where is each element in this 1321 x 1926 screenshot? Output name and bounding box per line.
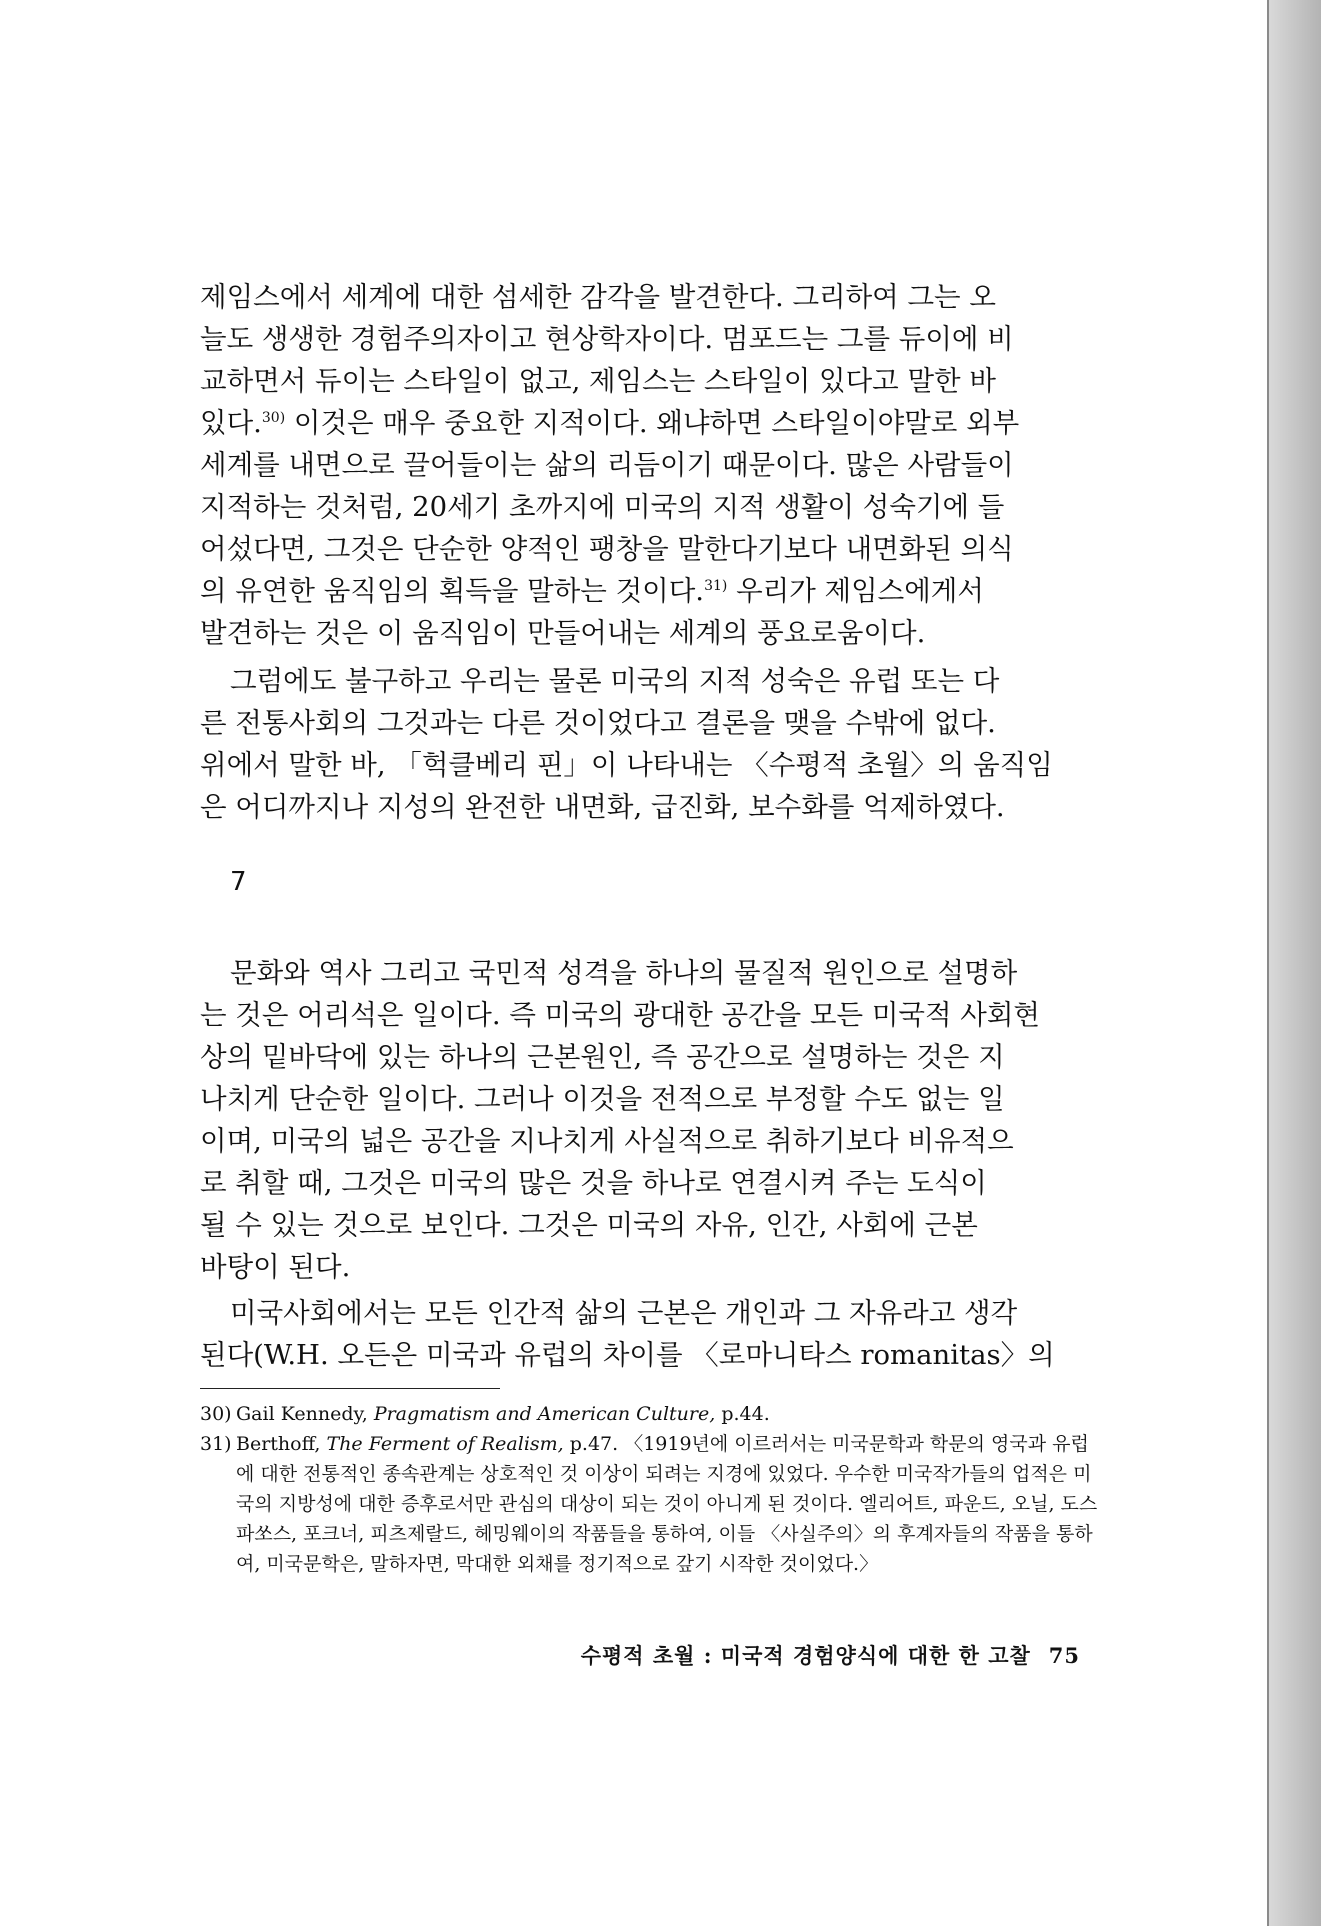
footnote-author: Berthoff,	[236, 1433, 321, 1455]
footnote-number: 30)	[200, 1403, 232, 1425]
section-number: 7	[230, 867, 247, 897]
paragraph-4	[200, 1292, 1104, 1376]
footnote-ref-31: 31)	[704, 577, 728, 594]
footnote-title: Pragmatism and American Culture,	[373, 1403, 716, 1425]
text-line: 위에서 말한 바, 「헉클베리 핀」이 나타내는 〈수평적 초월〉의 움직임	[200, 749, 1053, 781]
text-line: 발견하는 것은 이 움직임이 만들어내는 세계의 풍요로움이다.	[200, 617, 926, 649]
text-line: 그럼에도 불구하고 우리는 물론 미국의 지적 성숙은 유럽 또는 다	[230, 665, 1000, 697]
footnote-30	[200, 1399, 1104, 1429]
text-line: 어섰다면, 그것은 단순한 양적인 팽창을 말한다기보다 내면화된 의식	[200, 533, 1014, 565]
page-number: 75	[1048, 1643, 1080, 1668]
text-line: 지적하는 것처럼, 20세기 초까지에 미국의 지적 생활이 성숙기에 들	[200, 491, 1005, 523]
footnote-title: The Ferment of Realism,	[326, 1433, 564, 1455]
text-line: 나치게 단순한 일이다. 그러나 이것을 전적으로 부정할 수도 없는 일	[200, 1083, 1005, 1115]
page-edge-shadow	[1269, 0, 1321, 1926]
footnote-ref-30: 30)	[261, 409, 286, 426]
text-line: 로 취할 때, 그것은 미국의 많은 것을 하나로 연결시켜 주는 도식이	[200, 1167, 987, 1199]
footnote-author: Gail Kennedy,	[236, 1403, 368, 1425]
text-line: 늘도 생생한 경험주의자이고 현상학자이다. 멈포드는 그를 듀이에 비	[200, 323, 1014, 355]
text-line	[200, 402, 1104, 444]
text-line: 문화와 역사 그리고 국민적 성격을 하나의 물질적 원인으로 설명하	[230, 957, 1018, 989]
text-line: 미국사회에서는 모든 인간적 삶의 근본은 개인과 그 자유라고 생각	[230, 1297, 1018, 1329]
text-line: 이며, 미국의 넓은 공간을 지나치게 사실적으로 취하기보다 비유적으	[200, 1125, 1014, 1157]
text-line: 는 것은 어리석은 일이다. 즉 미국의 광대한 공간을 모든 미국적 사회현	[200, 999, 1040, 1031]
text-line: 상의 밑바닥에 있는 하나의 근본원인, 즉 공간으로 설명하는 것은 지	[200, 1041, 1005, 1073]
running-title: 수평적 초월 : 미국적 경험양식에 대한 한 고찰	[580, 1643, 1031, 1668]
footnote-body	[236, 1399, 1104, 1429]
text-line: 된다(W.H. 오든은 미국과 유럽의 차이를 〈로마니타스 romanitas〉의	[200, 1339, 1055, 1371]
text-line: 은 어디까지나 지성의 완전한 내면화, 급진화, 보수화를 억제하였다.	[200, 791, 1005, 823]
footnote-divider	[200, 1388, 500, 1389]
text-line: 될 수 있는 것으로 보인다. 그것은 미국의 자유, 인간, 사회에 근본	[200, 1209, 978, 1241]
text-line-rest: 우리가 제임스에게서	[727, 575, 984, 607]
paragraph-2	[200, 660, 1104, 828]
footnote-number: 31)	[200, 1433, 232, 1455]
footnote-rest: p.47. 〈1919년에 이르러서는 미국문학과 학문의 영국과 유럽에 대한 전통적인 종속관계는 상호적인 것 이상이 되려는 지경에 있었다. 우수한 미국작가들의 업적은 미국의 지방성에 대한 증후로서만 관심의 대상이 되는 것이 아니게 된 것이다. 엘리어트, 파운드, 오닐, 도스 파쏘스, 포크너, 피츠제랄드, 헤밍웨이의 작품들을 통하여, 이들 〈사실주의〉의 후계자들의 작품을 통하여, 미국문학은, 말하자면, 막대한 외채를 정기적으로 갚기 시작한 것이었다.〉	[236, 1433, 1098, 1575]
text-line: 바탕이 된다.	[200, 1251, 351, 1283]
footnote-rest: p.44.	[721, 1403, 770, 1425]
paragraph-3	[200, 952, 1104, 1288]
text-line-start: 의 유연한 움직임의 획득을 말하는 것이다.	[200, 575, 705, 607]
text-line: 른 전통사회의 그것과는 다른 것이었다고 결론을 맺을 수밖에 없다.	[200, 707, 996, 739]
page-content	[200, 276, 1104, 1579]
text-line-rest: 이것은 매우 중요한 지적이다. 왜냐하면 스타일이야말로 외부	[285, 407, 1020, 439]
running-footer	[200, 1640, 1080, 1670]
footnote-body	[236, 1429, 1104, 1579]
text-line	[200, 570, 1104, 612]
text-line: 세계를 내면으로 끌어들이는 삶의 리듬이기 때문이다. 많은 사람들이	[200, 449, 1014, 481]
text-line: 교하면서 듀이는 스타일이 없고, 제임스는 스타일이 있다고 말한 바	[200, 365, 996, 397]
footnotes	[200, 1399, 1104, 1579]
paragraph-1	[200, 276, 1104, 654]
footnote-31	[200, 1429, 1104, 1579]
text-line-start: 있다.	[200, 407, 262, 439]
text-line: 제임스에서 세계에 대한 섬세한 감각을 발견한다. 그리하여 그는 오	[200, 281, 996, 313]
